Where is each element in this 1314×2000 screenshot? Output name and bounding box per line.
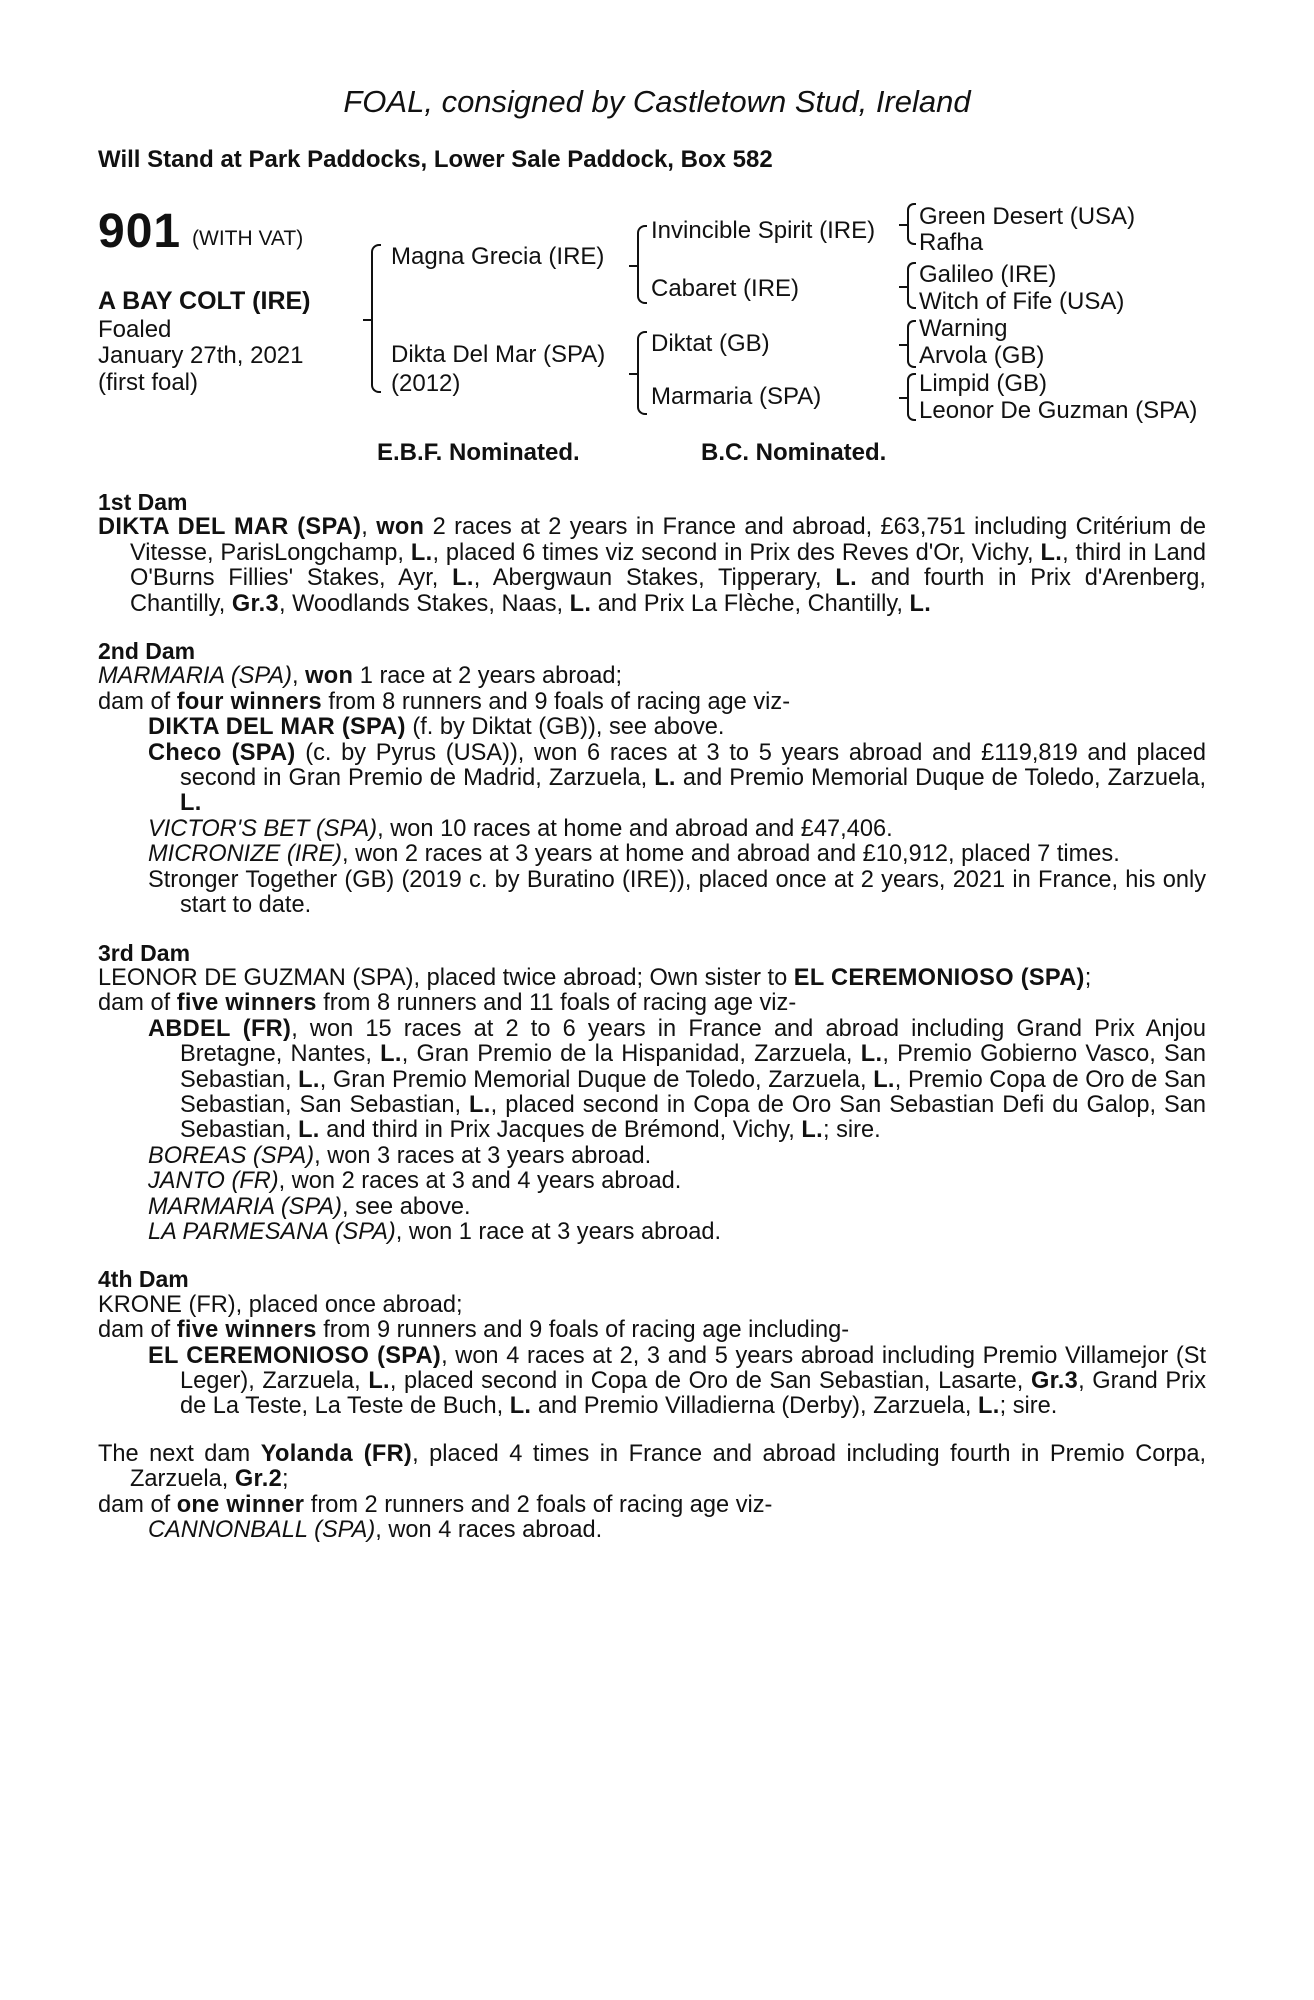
text-run: Stronger Together (GB) (2019 c. by Buratino (IRE)), placed once at 2 years, 2021 in France, his only start to date. [148, 866, 1206, 919]
text-run: , [361, 514, 377, 541]
pedigree-entry [98, 991, 1206, 1016]
text-run: from 9 runners and 9 foals of racing age including- [316, 1317, 850, 1344]
bold-text-run: L. [368, 1368, 390, 1394]
text-run: and third in Prix Jacques de Brémond, Vichy, [319, 1117, 802, 1144]
pedigree-gen3-item: Galileo (IRE) [919, 261, 1057, 288]
pedigree-brace-gen3-4 [907, 373, 916, 421]
bold-text-run: L. [298, 1117, 320, 1144]
bold-text-run: Yolanda (FR) [260, 1440, 413, 1467]
text-run: dam of [98, 990, 177, 1017]
italic-text-run: VICTOR'S BET (SPA) [148, 815, 378, 842]
pedigree-entry [98, 817, 1206, 842]
bold-text-run: ABDEL (FR) [148, 1015, 292, 1042]
bc-nomination: B.C. Nominated. [701, 439, 887, 466]
text-run: , Woodlands Stakes, Naas, [278, 590, 570, 617]
text-run: , won 4 races abroad. [375, 1517, 603, 1544]
italic-text-run: MARMARIA (SPA) [148, 1193, 343, 1220]
pedigree-entry [98, 1169, 1206, 1194]
pedigree-entry [98, 715, 1206, 740]
pedigree-brace-sire [637, 225, 647, 304]
text-run: , placed second in Copa de Oro San Sebastian Defi du Galop, San Sebastian, [180, 1091, 1207, 1144]
bold-text-run: L. [452, 565, 474, 592]
pedigree-dam-year: (2012) [391, 370, 461, 397]
bold-text-run: L. [509, 1393, 532, 1420]
text-run: , third in Land O'Burns Fillies' Stakes, Ayr, [130, 539, 1206, 592]
pedigree-brace-gen3-1 [907, 203, 916, 245]
bold-text-run: L. [860, 1041, 883, 1068]
pedigree-entry [98, 1293, 1206, 1318]
consignor-line: FOAL, consigned by Castletown Stud, Ireland [343, 84, 971, 119]
dam4-lines [98, 1293, 1206, 1420]
pedigree-entry [98, 1442, 1206, 1493]
text-run: , won 2 races at 3 years at home and abroad and £10,912, placed 7 times. [341, 841, 1120, 868]
italic-text-run: BOREAS (SPA) [148, 1142, 315, 1169]
text-run: ; sire. [999, 1393, 1058, 1420]
pedigree-gen3-item: Leonor De Guzman (SPA) [919, 397, 1198, 424]
bold-text-run: L. [909, 590, 932, 617]
text-run: , placed 4 times in France and abroad including fourth in Premio Corpa, Zarzuela, [130, 1440, 1207, 1493]
bold-text-run: L. [469, 1091, 491, 1118]
text-run: , see above. [342, 1193, 471, 1220]
foaled-date: January 27th, 2021 [98, 342, 304, 369]
bold-text-run: L. [1040, 539, 1063, 566]
pedigree-dam-sire: Diktat (GB) [651, 330, 770, 357]
ebf-nomination: E.B.F. Nominated. [377, 439, 580, 466]
bold-text-run: EL CEREMONIOSO (SPA) [148, 1342, 442, 1369]
foal-note: (first foal) [98, 369, 199, 396]
family-details [98, 490, 1206, 1543]
pedigree-gen3-item: Rafha [919, 229, 984, 256]
bold-text-run: Gr.3 [1030, 1368, 1079, 1394]
text-run: ; [1084, 964, 1092, 991]
pedigree-gen3-item: Witch of Fife (USA) [919, 288, 1125, 315]
pedigree-entry [98, 868, 1206, 919]
text-run: from 8 runners and 9 foals of racing age viz- [321, 688, 791, 715]
bold-text-run: five winners [176, 990, 317, 1017]
text-run: from 8 runners and 11 foals of racing age viz- [316, 990, 797, 1017]
text-run: and Prix La Flèche, Chantilly, [591, 590, 910, 617]
bold-text-run: L. [380, 1041, 402, 1068]
text-run: LEONOR DE GUZMAN (SPA), placed twice abroad; Own sister to [98, 964, 794, 991]
bold-text-run: L. [978, 1393, 1000, 1420]
text-run: (f. by Diktat (GB)), see above. [405, 714, 725, 741]
bold-text-run: won [376, 514, 425, 541]
dam3-lines [98, 966, 1206, 1245]
pedigree-gen3-item: Green Desert (USA) [919, 203, 1136, 230]
pedigree-entry [98, 1518, 1206, 1543]
pedigree-entry [98, 1144, 1206, 1169]
italic-text-run: CANNONBALL (SPA) [148, 1517, 376, 1544]
pedigree-entry [98, 1493, 1206, 1518]
pedigree-brace-dam [637, 331, 647, 415]
text-run: from 2 runners and 2 foals of racing age viz- [304, 1491, 773, 1518]
foaled-label: Foaled [98, 316, 172, 343]
lot-number: 901 [98, 205, 182, 258]
text-run: and fourth in Prix d'Arenberg, Chantilly, [130, 565, 1206, 617]
text-run: dam of [98, 1491, 177, 1518]
bold-text-run: EL CEREMONIOSO (SPA) [793, 964, 1085, 991]
bold-text-run: L. [298, 1066, 320, 1093]
section-heading: 3rd Dam [98, 939, 191, 966]
bold-text-run: L. [180, 790, 202, 817]
text-run: , won 3 races at 3 years abroad. [314, 1142, 652, 1169]
italic-text-run: LA PARMESANA (SPA) [148, 1218, 396, 1245]
bold-text-run: five winners [176, 1317, 317, 1344]
text-run: , placed 6 times viz second in Prix des Reves d'Or, Vichy, [432, 539, 1041, 566]
text-run: , Gran Premio de la Hispanidad, Zarzuela, [401, 1041, 861, 1068]
bold-text-run: L. [410, 539, 433, 566]
italic-text-run: JANTO (FR) [148, 1168, 279, 1195]
pedigree-gen3-item: Warning [919, 315, 1008, 342]
text-run: , won 2 races at 3 and 4 years abroad. [278, 1168, 682, 1195]
pedigree-dam: Dikta Del Mar (SPA) [391, 341, 606, 368]
text-run: , [292, 663, 306, 690]
text-run: , won 10 races at home and abroad and £47,406. [377, 815, 893, 842]
pedigree-sire: Magna Grecia (IRE) [391, 243, 605, 270]
pedigree-entry [98, 1318, 1206, 1343]
pedigree-entry [98, 1195, 1206, 1220]
text-run: (c. by Pyrus (USA)), won 6 races at 3 to 5 years abroad and £119,819 and placed second in Gran Premio de Madrid, Zarzuela, [180, 739, 1206, 792]
pedigree-entry [98, 842, 1206, 867]
pedigree-entry [98, 690, 1206, 715]
text-run: , won 1 race at 3 years abroad. [395, 1218, 722, 1245]
italic-text-run: MARMARIA (SPA) [98, 663, 293, 690]
next-dam-lines [98, 1442, 1206, 1544]
pedigree-entry [98, 966, 1206, 991]
text-run: The next dam [98, 1440, 261, 1467]
text-run: 1 race at 2 years abroad; [353, 663, 623, 690]
text-run: , won 15 races at 2 to 6 years in France and abroad including Grand Prix Anjou Bretagne, Nantes, [180, 1015, 1207, 1068]
bold-text-run: one winner [176, 1491, 305, 1518]
vat-note: (WITH VAT) [192, 227, 304, 250]
bold-text-run: L. [801, 1117, 823, 1144]
bold-text-run: DIKTA DEL MAR (SPA) [98, 514, 362, 541]
pedigree-brace-gen3-2 [907, 262, 916, 309]
bold-text-run: Checo (SPA) [148, 739, 296, 766]
lot-description: A BAY COLT (IRE) [98, 287, 311, 315]
text-run: ; sire. [822, 1117, 881, 1144]
stand-location: Will Stand at Park Paddocks, Lower Sale Paddock, Box 582 [98, 146, 773, 173]
text-run: , placed second in Copa de Oro de San Sebastian, Lasarte, [389, 1368, 1031, 1394]
pedigree-entry [98, 1220, 1206, 1245]
text-run: , Abergwaun Stakes, Tipperary, [473, 565, 836, 592]
pedigree-gen3-item: Arvola (GB) [919, 342, 1045, 369]
bold-text-run: Gr.3 [231, 590, 279, 617]
text-run: dam of [98, 1317, 177, 1344]
bold-text-run: L. [569, 590, 592, 617]
pedigree-sire-sire: Invincible Spirit (IRE) [651, 217, 876, 244]
pedigree-gen3-item: Limpid (GB) [919, 370, 1048, 397]
bold-text-run: DIKTA DEL MAR (SPA) [148, 714, 406, 741]
bold-text-run: four winners [176, 688, 322, 715]
dam2-lines [98, 664, 1206, 918]
pedigree-entry [98, 1017, 1206, 1144]
section-heading: 2nd Dam [98, 638, 196, 665]
pedigree-entry [98, 741, 1206, 817]
bold-text-run: L. [873, 1066, 895, 1093]
text-run: dam of [98, 688, 177, 715]
section-heading: 4th Dam [98, 1266, 189, 1293]
pedigree-entry [98, 664, 1206, 689]
bold-text-run: Gr.2 [234, 1466, 283, 1493]
text-run: and Premio Villadierna (Derby), Zarzuela, [531, 1393, 978, 1420]
text-run: 2 races at 2 years in France and abroad, £63,751 including Critérium de Vitesse, ParisLongchamp, [130, 514, 1206, 566]
text-run: , Premio Copa de Oro de San Sebastian, San Sebastian, [180, 1066, 1206, 1118]
italic-text-run: MICRONIZE (IRE) [148, 841, 342, 868]
pedigree-brace-gen3-3 [907, 320, 916, 368]
bold-text-run: L. [835, 565, 857, 592]
pedigree-brace-main [371, 244, 381, 393]
text-run: and Premio Memorial Duque de Toledo, Zarzuela, [675, 765, 1206, 792]
text-run: , won 4 races at 2, 3 and 5 years abroad including Premio Villamejor (St Leger), Zarzuela, [180, 1342, 1206, 1394]
pedigree-entry [98, 1344, 1206, 1420]
text-run: , Gran Premio Memorial Duque de Toledo, Zarzuela, [319, 1066, 874, 1093]
bold-text-run: won [305, 663, 354, 690]
text-run: , Premio Gobierno Vasco, San Sebastian, [180, 1041, 1207, 1093]
pedigree-dam-dam: Marmaria (SPA) [651, 383, 822, 410]
pedigree-sire-dam: Cabaret (IRE) [651, 275, 800, 302]
bold-text-run: L. [654, 765, 676, 792]
section-heading: 1st Dam [98, 489, 188, 515]
text-run: KRONE (FR), placed once abroad; [98, 1291, 463, 1318]
text-run: ; [282, 1466, 289, 1493]
text-run: , Grand Prix de La Teste, La Teste de Buch, [180, 1368, 1207, 1420]
dam1-paragraph [98, 515, 1206, 617]
